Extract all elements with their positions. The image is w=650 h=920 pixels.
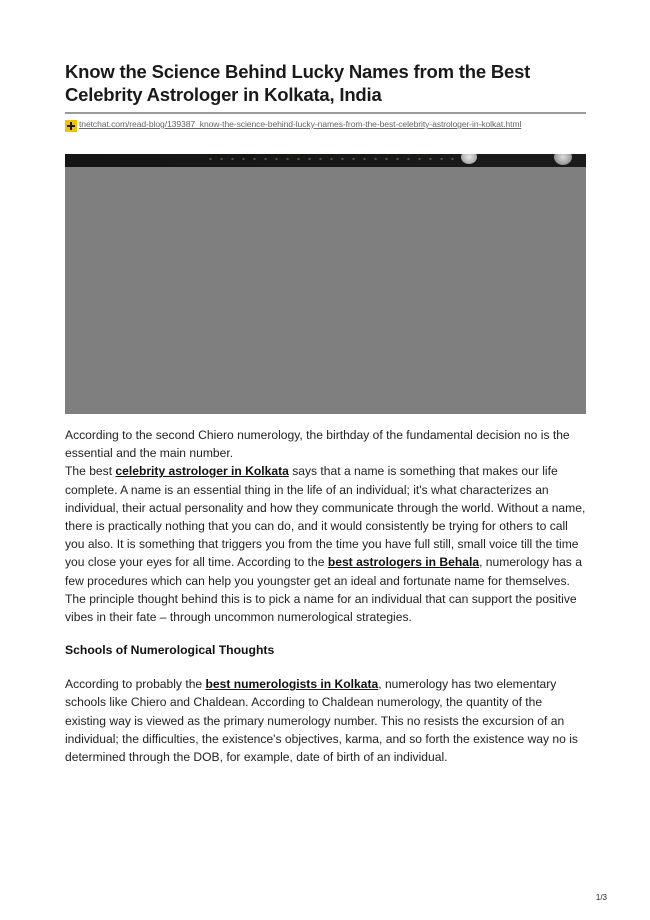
paragraph-intro: According to the second Chiero numerology, the birthday of the fundamental decision no is the essential and the main number. <box>65 428 570 461</box>
paragraph-schools <box>65 675 586 766</box>
site-favicon-icon <box>65 120 77 132</box>
paragraph-text: The best <box>65 464 116 479</box>
paragraph-name-importance <box>65 462 586 626</box>
article-title: Know the Science Behind Lucky Names from the Best Celebrity Astrologer in Kolkata, India <box>65 61 531 105</box>
source-line <box>65 119 586 132</box>
source-link[interactable]: tnetchat.com/read-blog/139387_know-the-science-behind-lucky-names-from-the-best-celebrity-astrologer-in-kolkat.html <box>79 119 522 129</box>
hero-image-pattern <box>205 156 455 164</box>
paragraph-text: , numerology has a few procedures which can help you youngster get an ideal and fortunate name for themselves. The principle thought behind this is to pick a name for an individual that can support the positive vibes in their fate – through uncommon numerological strategies. <box>65 555 582 625</box>
page-number: 1/3 <box>595 893 607 902</box>
section-heading: Schools of Numerological Thoughts <box>65 643 275 658</box>
link-best-numerologists[interactable]: best numerologists in Kolkata <box>205 677 379 692</box>
article <box>65 60 586 766</box>
link-best-astrologers-behala[interactable]: best astrologers in Behala <box>327 555 480 570</box>
paragraph-text: According to probably the <box>65 677 206 692</box>
paragraph-text: says that a name is something that makes our life complete. A name is an essential thing in the life of an individual; it's what characterizes an individual, their actual personality and how they communicate through the world. Without a name, there is practically nothing that you can do, and it would consistently be trying for others to call you also. It is something that triggers you from the time you have full still, small voice till the time you close your eyes for all time. According to the <box>65 464 586 570</box>
title-divider <box>65 112 586 114</box>
paragraph-text: , numerology has two elementary schools like Chiero and Chaldean. According to Chaldean numerology, the quantity of the existing way is viewed as the primary numerology number. This no resists the excursion of an individual; the difficulties, the existence's objectives, karma, and so forth the existence way no is determined through the DOB, for example, date of birth of an individual. <box>65 677 578 765</box>
hero-image <box>65 154 586 414</box>
link-celebrity-astrologer[interactable]: celebrity astrologer in Kolkata <box>115 464 289 479</box>
